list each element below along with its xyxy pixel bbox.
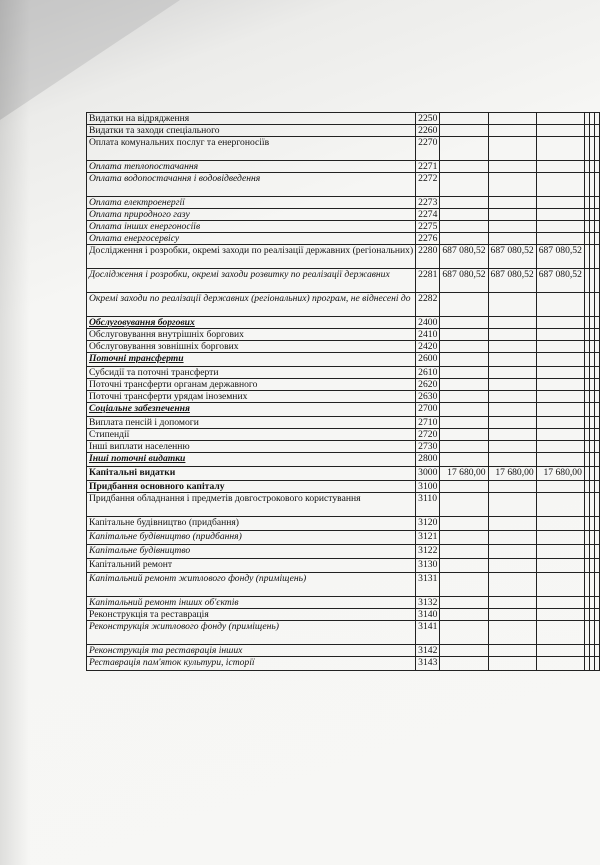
amount-cell-2: [488, 597, 536, 609]
expense-name-cell: Оплата водопостачання і водовідведення: [87, 173, 416, 197]
amount-cell-2: [488, 173, 536, 197]
amount-cell-3: [536, 125, 584, 137]
empty-cell: [594, 417, 599, 429]
amount-cell-3: [536, 197, 584, 209]
kekv-code-cell: 2730: [416, 441, 440, 453]
expense-name-cell: Стипендії: [87, 429, 416, 441]
amount-cell-3: [536, 329, 584, 341]
empty-cell: [594, 245, 599, 269]
table-row: [87, 353, 600, 367]
amount-cell-1: [440, 481, 488, 493]
empty-cell: [594, 221, 599, 233]
empty-cell: [594, 403, 599, 417]
amount-cell-1: [440, 113, 488, 125]
amount-cell-1: [440, 597, 488, 609]
table-row: [87, 391, 600, 403]
amount-cell-1: [440, 209, 488, 221]
expense-name-cell: Капітальне будівництво: [87, 545, 416, 559]
kekv-code-cell: 2620: [416, 379, 440, 391]
expense-name-cell: Оплата комунальних послуг та енергоносіїв: [87, 137, 416, 161]
table-row: [87, 429, 600, 441]
table-row: [87, 197, 600, 209]
amount-cell-2: [488, 657, 536, 671]
table-row: [87, 517, 600, 531]
expense-name-cell: Обслуговування внутрішніх боргових: [87, 329, 416, 341]
amount-cell-3: [536, 609, 584, 621]
kekv-code-cell: 2272: [416, 173, 440, 197]
expense-name-cell: Капітальне будівництво (придбання): [87, 517, 416, 531]
table-row: [87, 573, 600, 597]
table-row: [87, 113, 600, 125]
table-row: [87, 341, 600, 353]
expense-name-cell: Капітальні видатки: [87, 467, 416, 481]
table-row: [87, 233, 600, 245]
amount-cell-2: [488, 481, 536, 493]
amount-cell-2: [488, 645, 536, 657]
budget-expenditure-table: [86, 112, 600, 671]
table-row: [87, 221, 600, 233]
amount-cell-3: [536, 417, 584, 429]
expense-name-cell: Субсидії та поточні трансферти: [87, 367, 416, 379]
empty-cell: [594, 597, 599, 609]
amount-cell-2: [488, 137, 536, 161]
kekv-code-cell: 2610: [416, 367, 440, 379]
amount-cell-3: [536, 441, 584, 453]
amount-cell-3: [536, 657, 584, 671]
empty-cell: [594, 379, 599, 391]
expense-name-cell: Поточні трансферти урядам іноземних: [87, 391, 416, 403]
empty-cell: [594, 137, 599, 161]
amount-cell-1: [440, 293, 488, 317]
expense-name-cell: Інші виплати населенню: [87, 441, 416, 453]
table-row: [87, 417, 600, 429]
kekv-code-cell: 2271: [416, 161, 440, 173]
table-row: [87, 245, 600, 269]
amount-cell-1: [440, 545, 488, 559]
empty-cell: [594, 161, 599, 173]
amount-cell-1: [440, 391, 488, 403]
table-row: [87, 493, 600, 517]
empty-cell: [594, 429, 599, 441]
amount-cell-1: [440, 161, 488, 173]
amount-cell-3: [536, 341, 584, 353]
expense-name-cell: Реконструкція та реставрація інших: [87, 645, 416, 657]
table-row: [87, 441, 600, 453]
amount-cell-3: [536, 221, 584, 233]
table-row: [87, 645, 600, 657]
amount-cell-1: [440, 429, 488, 441]
expense-name-cell: Реставрація пам'яток культури, історії: [87, 657, 416, 671]
kekv-code-cell: 2275: [416, 221, 440, 233]
expense-name-cell: Видатки на відрядження: [87, 113, 416, 125]
amount-cell-1: [440, 517, 488, 531]
expense-name-cell: Дослідження і розробки, окремі заходи по реалізації державних (регіональних): [87, 245, 416, 269]
expense-name-cell: Придбання основного капіталу: [87, 481, 416, 493]
amount-cell-2: [488, 329, 536, 341]
amount-cell-3: 687 080,52: [536, 269, 584, 293]
kekv-code-cell: 3143: [416, 657, 440, 671]
kekv-code-cell: 2270: [416, 137, 440, 161]
table-row: [87, 209, 600, 221]
amount-cell-2: [488, 417, 536, 429]
amount-cell-1: [440, 341, 488, 353]
kekv-code-cell: 2600: [416, 353, 440, 367]
kekv-code-cell: 3110: [416, 493, 440, 517]
amount-cell-1: 687 080,52: [440, 269, 488, 293]
amount-cell-2: [488, 517, 536, 531]
table-row: [87, 621, 600, 645]
kekv-code-cell: 2281: [416, 269, 440, 293]
amount-cell-3: [536, 621, 584, 645]
amount-cell-3: [536, 429, 584, 441]
expense-name-cell: Оплата енергосервісу: [87, 233, 416, 245]
kekv-code-cell: 3141: [416, 621, 440, 645]
table-row: [87, 293, 600, 317]
amount-cell-3: [536, 137, 584, 161]
amount-cell-2: 687 080,52: [488, 245, 536, 269]
kekv-code-cell: 3130: [416, 559, 440, 573]
expense-name-cell: Оплата теплопостачання: [87, 161, 416, 173]
amount-cell-2: [488, 531, 536, 545]
expense-name-cell: Капітальний ремонт житлового фонду (приміщень): [87, 573, 416, 597]
expense-name-cell: Обслуговування боргових: [87, 317, 416, 329]
amount-cell-1: [440, 493, 488, 517]
amount-cell-1: [440, 657, 488, 671]
amount-cell-2: [488, 293, 536, 317]
empty-cell: [594, 353, 599, 367]
amount-cell-1: [440, 417, 488, 429]
amount-cell-1: [440, 441, 488, 453]
empty-cell: [594, 173, 599, 197]
kekv-code-cell: 3121: [416, 531, 440, 545]
amount-cell-1: [440, 173, 488, 197]
kekv-code-cell: 2280: [416, 245, 440, 269]
table-row: [87, 329, 600, 341]
amount-cell-1: [440, 329, 488, 341]
table-row: [87, 125, 600, 137]
expense-name-cell: Капітальне будівництво (придбання): [87, 531, 416, 545]
amount-cell-2: [488, 573, 536, 597]
kekv-code-cell: 3140: [416, 609, 440, 621]
table-row: [87, 559, 600, 573]
kekv-code-cell: 2410: [416, 329, 440, 341]
amount-cell-2: 687 080,52: [488, 269, 536, 293]
kekv-code-cell: 2260: [416, 125, 440, 137]
amount-cell-3: [536, 481, 584, 493]
amount-cell-1: [440, 609, 488, 621]
empty-cell: [594, 197, 599, 209]
empty-cell: [594, 233, 599, 245]
empty-cell: [594, 341, 599, 353]
table-row: [87, 161, 600, 173]
kekv-code-cell: 2720: [416, 429, 440, 441]
amount-cell-2: [488, 209, 536, 221]
amount-cell-1: [440, 125, 488, 137]
kekv-code-cell: 2276: [416, 233, 440, 245]
expense-name-cell: Оплата інших енергоносіїв: [87, 221, 416, 233]
amount-cell-3: [536, 379, 584, 391]
amount-cell-2: [488, 545, 536, 559]
amount-cell-2: [488, 317, 536, 329]
amount-cell-3: [536, 573, 584, 597]
amount-cell-3: [536, 391, 584, 403]
amount-cell-2: [488, 379, 536, 391]
amount-cell-2: [488, 341, 536, 353]
expense-name-cell: Капітальний ремонт: [87, 559, 416, 573]
kekv-code-cell: 3132: [416, 597, 440, 609]
table-row: [87, 481, 600, 493]
expense-name-cell: Поточні трансферти органам державного: [87, 379, 416, 391]
amount-cell-1: [440, 559, 488, 573]
amount-cell-2: [488, 609, 536, 621]
empty-cell: [594, 545, 599, 559]
empty-cell: [594, 293, 599, 317]
kekv-code-cell: 2630: [416, 391, 440, 403]
expense-name-cell: Оплата природного газу: [87, 209, 416, 221]
amount-cell-2: [488, 441, 536, 453]
amount-cell-1: 17 680,00: [440, 467, 488, 481]
amount-cell-1: [440, 137, 488, 161]
amount-cell-3: [536, 517, 584, 531]
empty-cell: [594, 329, 599, 341]
empty-cell: [594, 209, 599, 221]
empty-cell: [594, 453, 599, 467]
amount-cell-1: [440, 367, 488, 379]
table-row: [87, 173, 600, 197]
amount-cell-3: 17 680,00: [536, 467, 584, 481]
kekv-code-cell: 2250: [416, 113, 440, 125]
empty-cell: [594, 531, 599, 545]
amount-cell-2: [488, 197, 536, 209]
amount-cell-3: [536, 161, 584, 173]
amount-cell-1: 687 080,52: [440, 245, 488, 269]
expense-name-cell: Реконструкція житлового фонду (приміщень): [87, 621, 416, 645]
amount-cell-2: [488, 453, 536, 467]
table-row: [87, 531, 600, 545]
amount-cell-2: [488, 367, 536, 379]
amount-cell-3: [536, 353, 584, 367]
empty-cell: [594, 609, 599, 621]
amount-cell-3: [536, 453, 584, 467]
table-row: [87, 453, 600, 467]
amount-cell-2: [488, 391, 536, 403]
kekv-code-cell: 2274: [416, 209, 440, 221]
empty-cell: [594, 113, 599, 125]
expense-name-cell: Видатки та заходи спеціального: [87, 125, 416, 137]
expense-name-cell: Соціальне забезпечення: [87, 403, 416, 417]
amount-cell-2: 17 680,00: [488, 467, 536, 481]
amount-cell-2: [488, 113, 536, 125]
kekv-code-cell: 2800: [416, 453, 440, 467]
amount-cell-2: [488, 493, 536, 517]
amount-cell-3: [536, 317, 584, 329]
amount-cell-2: [488, 353, 536, 367]
kekv-code-cell: 3122: [416, 545, 440, 559]
amount-cell-1: [440, 645, 488, 657]
amount-cell-1: [440, 317, 488, 329]
amount-cell-2: [488, 221, 536, 233]
empty-cell: [594, 125, 599, 137]
expense-name-cell: Реконструкція та реставрація: [87, 609, 416, 621]
table-row: [87, 269, 600, 293]
kekv-code-cell: 3100: [416, 481, 440, 493]
kekv-code-cell: 3142: [416, 645, 440, 657]
table-row: [87, 657, 600, 671]
scan-edge-shadow: [0, 0, 30, 865]
empty-cell: [594, 559, 599, 573]
table-row: [87, 609, 600, 621]
expense-name-cell: Дослідження і розробки, окремі заходи розвитку по реалізації державних: [87, 269, 416, 293]
amount-cell-1: [440, 453, 488, 467]
amount-cell-3: [536, 233, 584, 245]
amount-cell-3: [536, 293, 584, 317]
expense-name-cell: Окремі заходи по реалізації державних (регіональних) програм, не віднесені до: [87, 293, 416, 317]
table-row: [87, 379, 600, 391]
empty-cell: [594, 657, 599, 671]
expense-name-cell: Капітальний ремонт інших об'єктів: [87, 597, 416, 609]
empty-cell: [594, 441, 599, 453]
empty-cell: [594, 573, 599, 597]
amount-cell-2: [488, 161, 536, 173]
expense-name-cell: Поточні трансферти: [87, 353, 416, 367]
amount-cell-3: [536, 531, 584, 545]
kekv-code-cell: 3120: [416, 517, 440, 531]
amount-cell-3: [536, 545, 584, 559]
empty-cell: [594, 493, 599, 517]
amount-cell-1: [440, 197, 488, 209]
amount-cell-3: [536, 493, 584, 517]
table-row: [87, 403, 600, 417]
empty-cell: [594, 517, 599, 531]
amount-cell-1: [440, 353, 488, 367]
amount-cell-2: [488, 233, 536, 245]
amount-cell-2: [488, 125, 536, 137]
amount-cell-1: [440, 233, 488, 245]
empty-cell: [594, 391, 599, 403]
empty-cell: [594, 269, 599, 293]
amount-cell-1: [440, 573, 488, 597]
amount-cell-3: [536, 209, 584, 221]
empty-cell: [594, 367, 599, 379]
kekv-code-cell: 2420: [416, 341, 440, 353]
amount-cell-3: [536, 559, 584, 573]
amount-cell-3: [536, 645, 584, 657]
amount-cell-3: [536, 597, 584, 609]
empty-cell: [594, 481, 599, 493]
amount-cell-3: [536, 367, 584, 379]
amount-cell-3: 687 080,52: [536, 245, 584, 269]
table-row: [87, 137, 600, 161]
amount-cell-1: [440, 403, 488, 417]
kekv-code-cell: 2282: [416, 293, 440, 317]
amount-cell-2: [488, 559, 536, 573]
amount-cell-1: [440, 531, 488, 545]
table-row: [87, 367, 600, 379]
amount-cell-1: [440, 379, 488, 391]
expense-name-cell: Придбання обладнання і предметів довгострокового користування: [87, 493, 416, 517]
empty-cell: [594, 467, 599, 481]
amount-cell-1: [440, 221, 488, 233]
kekv-code-cell: 3000: [416, 467, 440, 481]
amount-cell-1: [440, 621, 488, 645]
kekv-code-cell: 2273: [416, 197, 440, 209]
kekv-code-cell: 2700: [416, 403, 440, 417]
table-row: [87, 545, 600, 559]
table-row: [87, 467, 600, 481]
table-row: [87, 317, 600, 329]
amount-cell-3: [536, 173, 584, 197]
amount-cell-2: [488, 429, 536, 441]
table-row: [87, 597, 600, 609]
expense-name-cell: Оплата електроенергії: [87, 197, 416, 209]
amount-cell-3: [536, 113, 584, 125]
empty-cell: [594, 317, 599, 329]
expense-name-cell: Виплата пенсій і допомоги: [87, 417, 416, 429]
empty-cell: [594, 645, 599, 657]
kekv-code-cell: 2400: [416, 317, 440, 329]
expense-name-cell: Обслуговування зовнішніх боргових: [87, 341, 416, 353]
amount-cell-3: [536, 403, 584, 417]
kekv-code-cell: 3131: [416, 573, 440, 597]
empty-cell: [594, 621, 599, 645]
kekv-code-cell: 2710: [416, 417, 440, 429]
expense-name-cell: Інші поточні видатки: [87, 453, 416, 467]
amount-cell-2: [488, 403, 536, 417]
amount-cell-2: [488, 621, 536, 645]
